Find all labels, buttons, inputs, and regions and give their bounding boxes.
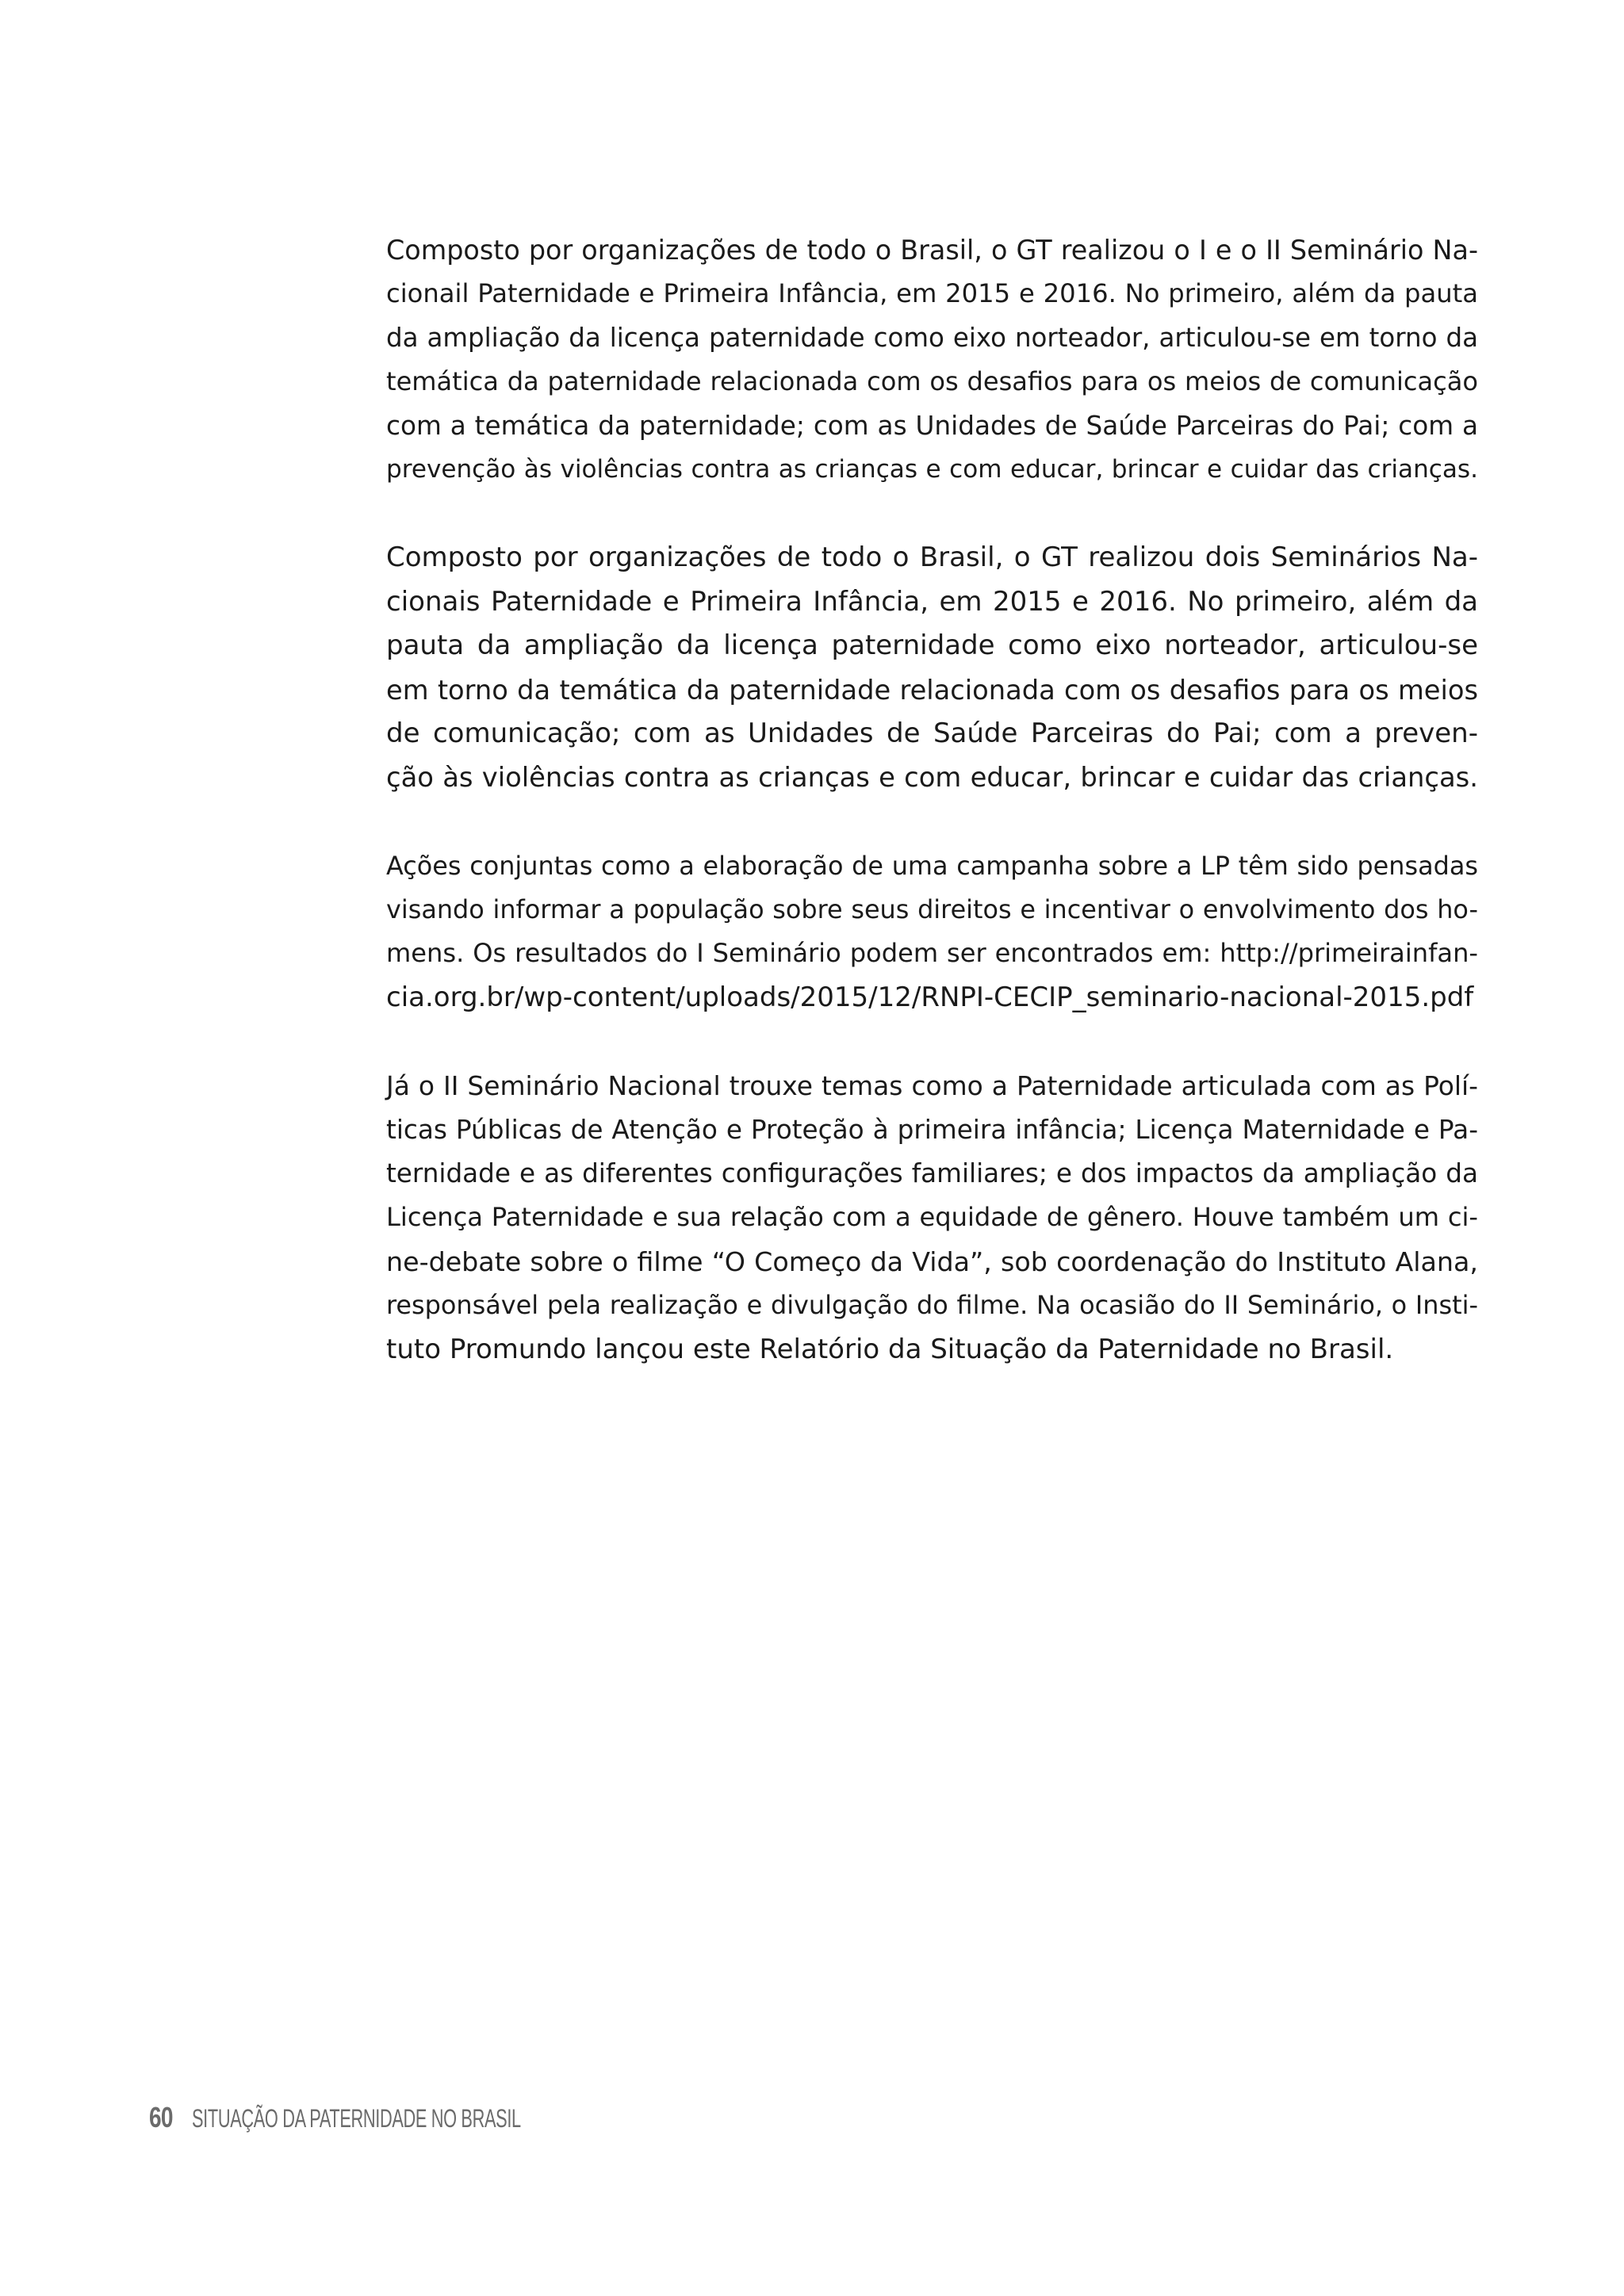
paragraph-line: responsável pela realização e divulgação do filme. Na ocasião do II Seminário, o Insti- — [386, 1290, 1478, 1321]
paragraph-line: ticas Públicas de Atenção e Proteção à primeira infância; Licença Maternidade e Pa- — [386, 1114, 1478, 1145]
paragraph-line: com a temática da paternidade; com as Unidades de Saúde Parceiras do Pai; com a — [386, 410, 1478, 441]
running-title: SITUAÇÃO DA PATERNIDADE NO BRASIL — [192, 2104, 521, 2133]
paragraph-line: Composto por organizações de todo o Brasil, o GT realizou dois Seminários Na- — [386, 541, 1478, 574]
body-text — [386, 228, 1478, 1416]
paragraph-line: prevenção às violências contra as crianças e com educar, brincar e cuidar das crianças. — [386, 454, 1478, 484]
paragraph-line: cionais Paternidade e Primeira Infância, em 2015 e 2016. No primeiro, além da — [386, 585, 1478, 618]
paragraph-line: cionail Paternidade e Primeira Infância, em 2015 e 2016. No primeiro, além da pauta — [386, 278, 1478, 309]
paragraph-2 — [386, 536, 1478, 799]
page-footer — [149, 2101, 676, 2141]
paragraph-line: cia.org.br/wp-content/uploads/2015/12/RNPI-CECIP_seminario-nacional-2015.pdf — [386, 981, 1474, 1013]
paragraph-line: da ampliação da licença paternidade como eixo norteador, articulou-se em torno da — [386, 322, 1478, 353]
paragraph-line: ternidade e as diferentes configurações familiares; e dos impactos da ampliação da — [386, 1158, 1478, 1189]
paragraph-line: Composto por organizações de todo o Brasil, o GT realizou o I e o II Seminário Na- — [386, 235, 1478, 266]
paragraph-line: visando informar a população sobre seus direitos e incentivar o envolvimento dos ho- — [386, 894, 1478, 925]
paragraph-line: pauta da ampliação da licença paternidade como eixo norteador, articulou-se — [386, 629, 1478, 662]
paragraph-line: temática da paternidade relacionada com os desafios para os meios de comunicação — [386, 366, 1478, 397]
paragraph-1 — [386, 228, 1478, 492]
paragraph-3 — [386, 844, 1478, 1020]
paragraph-line: de comunicação; com as Unidades de Saúde Parceiras do Pai; com a preven- — [386, 717, 1478, 749]
paragraph-line: tuto Promundo lançou este Relatório da Situação da Paternidade no Brasil. — [386, 1333, 1394, 1365]
paragraph-line: ne-debate sobre o filme “O Começo da Vida”, sob coordenação do Instituto Alana, — [386, 1246, 1478, 1277]
paragraph-line: Já o II Seminário Nacional trouxe temas como a Paternidade articulada com as Polí- — [386, 1070, 1478, 1102]
paragraph-line: mens. Os resultados do I Seminário podem ser encontrados em: http://primeirainfan- — [386, 938, 1478, 969]
paragraph-line: ção às violências contra as crianças e com educar, brincar e cuidar das crianças. — [386, 762, 1478, 794]
paragraph-line: Licença Paternidade e sua relação com a equidade de gênero. Houve também um ci- — [386, 1202, 1478, 1233]
paragraph-4 — [386, 1064, 1478, 1372]
paragraph-line: em torno da temática da paternidade relacionada com os desafios para os meios — [386, 674, 1478, 706]
paragraph-line: Ações conjuntas como a elaboração de uma campanha sobre a LP têm sido pensadas — [386, 850, 1478, 881]
page-number: 60 — [149, 2101, 173, 2133]
